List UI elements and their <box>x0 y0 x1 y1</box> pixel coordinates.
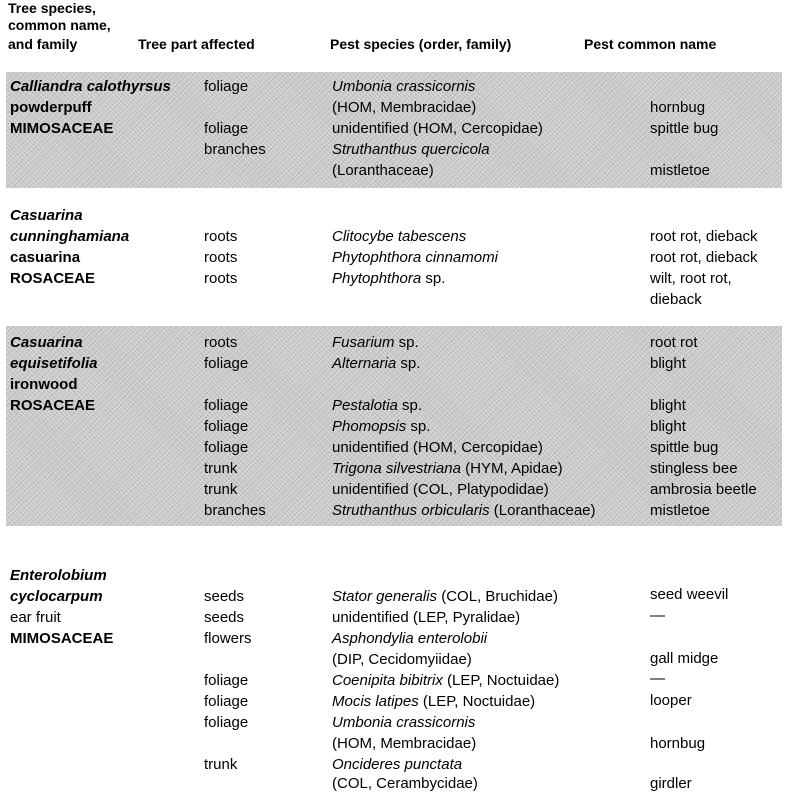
pest-cell: Trigona silvestriana (HYM, Apidae) <box>332 460 563 477</box>
common-cell: — <box>650 670 665 687</box>
species-common: ironwood <box>10 376 78 393</box>
common-cell: mistletoe <box>650 502 711 519</box>
common-cell: spittle bug <box>650 439 719 456</box>
pest-cell: unidentified (LEP, Pyralidae) <box>332 609 521 626</box>
part-cell: foliage <box>204 78 249 95</box>
header-part: Tree part affected <box>138 36 255 52</box>
part-cell: foliage <box>204 672 249 689</box>
pest-cell: unidentified (HOM, Cercopidae) <box>332 120 543 137</box>
pest-cell: Struthanthus quercicola <box>332 141 490 158</box>
species-common: powderpuff <box>10 99 92 116</box>
part-cell: roots <box>204 249 238 266</box>
part-cell: foliage <box>204 693 249 710</box>
pest-cell: Phomopsis sp. <box>332 418 431 435</box>
common-cell: ambrosia beetle <box>650 481 757 498</box>
part-cell: branches <box>204 141 266 158</box>
header-species-line1: Tree species, <box>8 0 96 16</box>
pest-cell: Alternaria sp. <box>332 355 421 372</box>
part-cell: foliage <box>204 120 249 137</box>
pest-cell: (Loranthaceae) <box>332 162 434 179</box>
part-cell: roots <box>204 270 238 287</box>
header-pest: Pest species (order, family) <box>330 36 512 52</box>
common-cell: gall midge <box>650 650 719 667</box>
species-family: ROSACEAE <box>10 397 96 414</box>
part-cell: foliage <box>204 714 249 731</box>
species-scientific: Casuarina <box>10 207 83 224</box>
species-scientific: cyclocarpum <box>10 588 103 605</box>
pest-cell: Mocis latipes (LEP, Noctuidae) <box>332 693 536 710</box>
pest-cell: (DIP, Cecidomyiidae) <box>332 651 472 668</box>
common-cell: wilt, root rot, <box>650 270 732 287</box>
part-cell: foliage <box>204 418 249 435</box>
species-scientific: Casuarina <box>10 334 83 351</box>
common-cell: — <box>650 607 665 624</box>
pest-cell: (HOM, Membracidae) <box>332 99 477 116</box>
common-cell: root rot <box>650 334 698 351</box>
part-cell: foliage <box>204 439 249 456</box>
part-cell: trunk <box>204 481 238 498</box>
part-cell: roots <box>204 334 238 351</box>
species-scientific: cunninghamiana <box>10 228 130 245</box>
common-cell: root rot, dieback <box>650 228 758 245</box>
pest-cell: Struthanthus orbicularis (Loranthaceae) <box>332 502 596 519</box>
species-common: ear fruit <box>10 609 61 626</box>
common-cell: hornbug <box>650 99 706 116</box>
part-cell: trunk <box>204 460 238 477</box>
species-family: MIMOSACEAE <box>10 120 114 137</box>
common-cell: blight <box>650 355 686 372</box>
part-cell: seeds <box>204 588 245 605</box>
common-cell: mistletoe <box>650 162 711 179</box>
common-cell: looper <box>650 692 692 709</box>
part-cell: roots <box>204 228 238 245</box>
common-cell: blight <box>650 397 686 414</box>
part-cell: trunk <box>204 756 238 773</box>
header-common: Pest common name <box>584 36 717 52</box>
header-species-line3: and family <box>8 36 78 52</box>
pest-cell: Pestalotia sp. <box>332 397 423 414</box>
part-cell: foliage <box>204 397 249 414</box>
part-cell: foliage <box>204 355 249 372</box>
common-cell: hornbug <box>650 735 706 752</box>
pest-cell: Phytophthora cinnamomi <box>332 249 498 266</box>
common-cell: blight <box>650 418 686 435</box>
pest-cell: Fusarium sp. <box>332 334 419 351</box>
species-common: casuarina <box>10 249 81 266</box>
common-cell: girdler <box>650 775 692 792</box>
pest-cell: Coenipita bibitrix (LEP, Noctuidae) <box>332 672 560 689</box>
pest-cell: (HOM, Membracidae) <box>332 735 477 752</box>
pest-cell: Clitocybe tabescens <box>332 228 467 245</box>
species-family: ROSACEAE <box>10 270 96 287</box>
species-scientific: equisetifolia <box>10 355 98 372</box>
common-cell: dieback <box>650 291 702 308</box>
part-cell: branches <box>204 502 266 519</box>
pest-cell: Phytophthora sp. <box>332 270 446 287</box>
common-cell: spittle bug <box>650 120 719 137</box>
pest-cell: Umbonia crassicornis <box>332 714 476 731</box>
part-cell: seeds <box>204 609 245 626</box>
pest-cell: unidentified (HOM, Cercopidae) <box>332 439 543 456</box>
pest-cell: (COL, Cerambycidae) <box>332 775 478 792</box>
species-scientific: Enterolobium <box>10 567 107 584</box>
common-cell: stingless bee <box>650 460 738 477</box>
pest-cell: Umbonia crassicornis <box>332 78 476 95</box>
species-family: MIMOSACEAE <box>10 630 114 647</box>
pest-cell: Oncideres punctata <box>332 756 463 773</box>
species-scientific: Calliandra calothyrsus <box>10 78 171 95</box>
part-cell: flowers <box>204 630 252 647</box>
common-cell: root rot, dieback <box>650 249 758 266</box>
pest-cell: unidentified (COL, Platypodidae) <box>332 481 549 498</box>
pest-cell: Stator generalis (COL, Bruchidae) <box>332 588 558 605</box>
common-cell: seed weevil <box>650 586 729 603</box>
pest-cell: Asphondylia enterolobii <box>332 630 488 647</box>
header-species-line2: common name, <box>8 17 111 33</box>
